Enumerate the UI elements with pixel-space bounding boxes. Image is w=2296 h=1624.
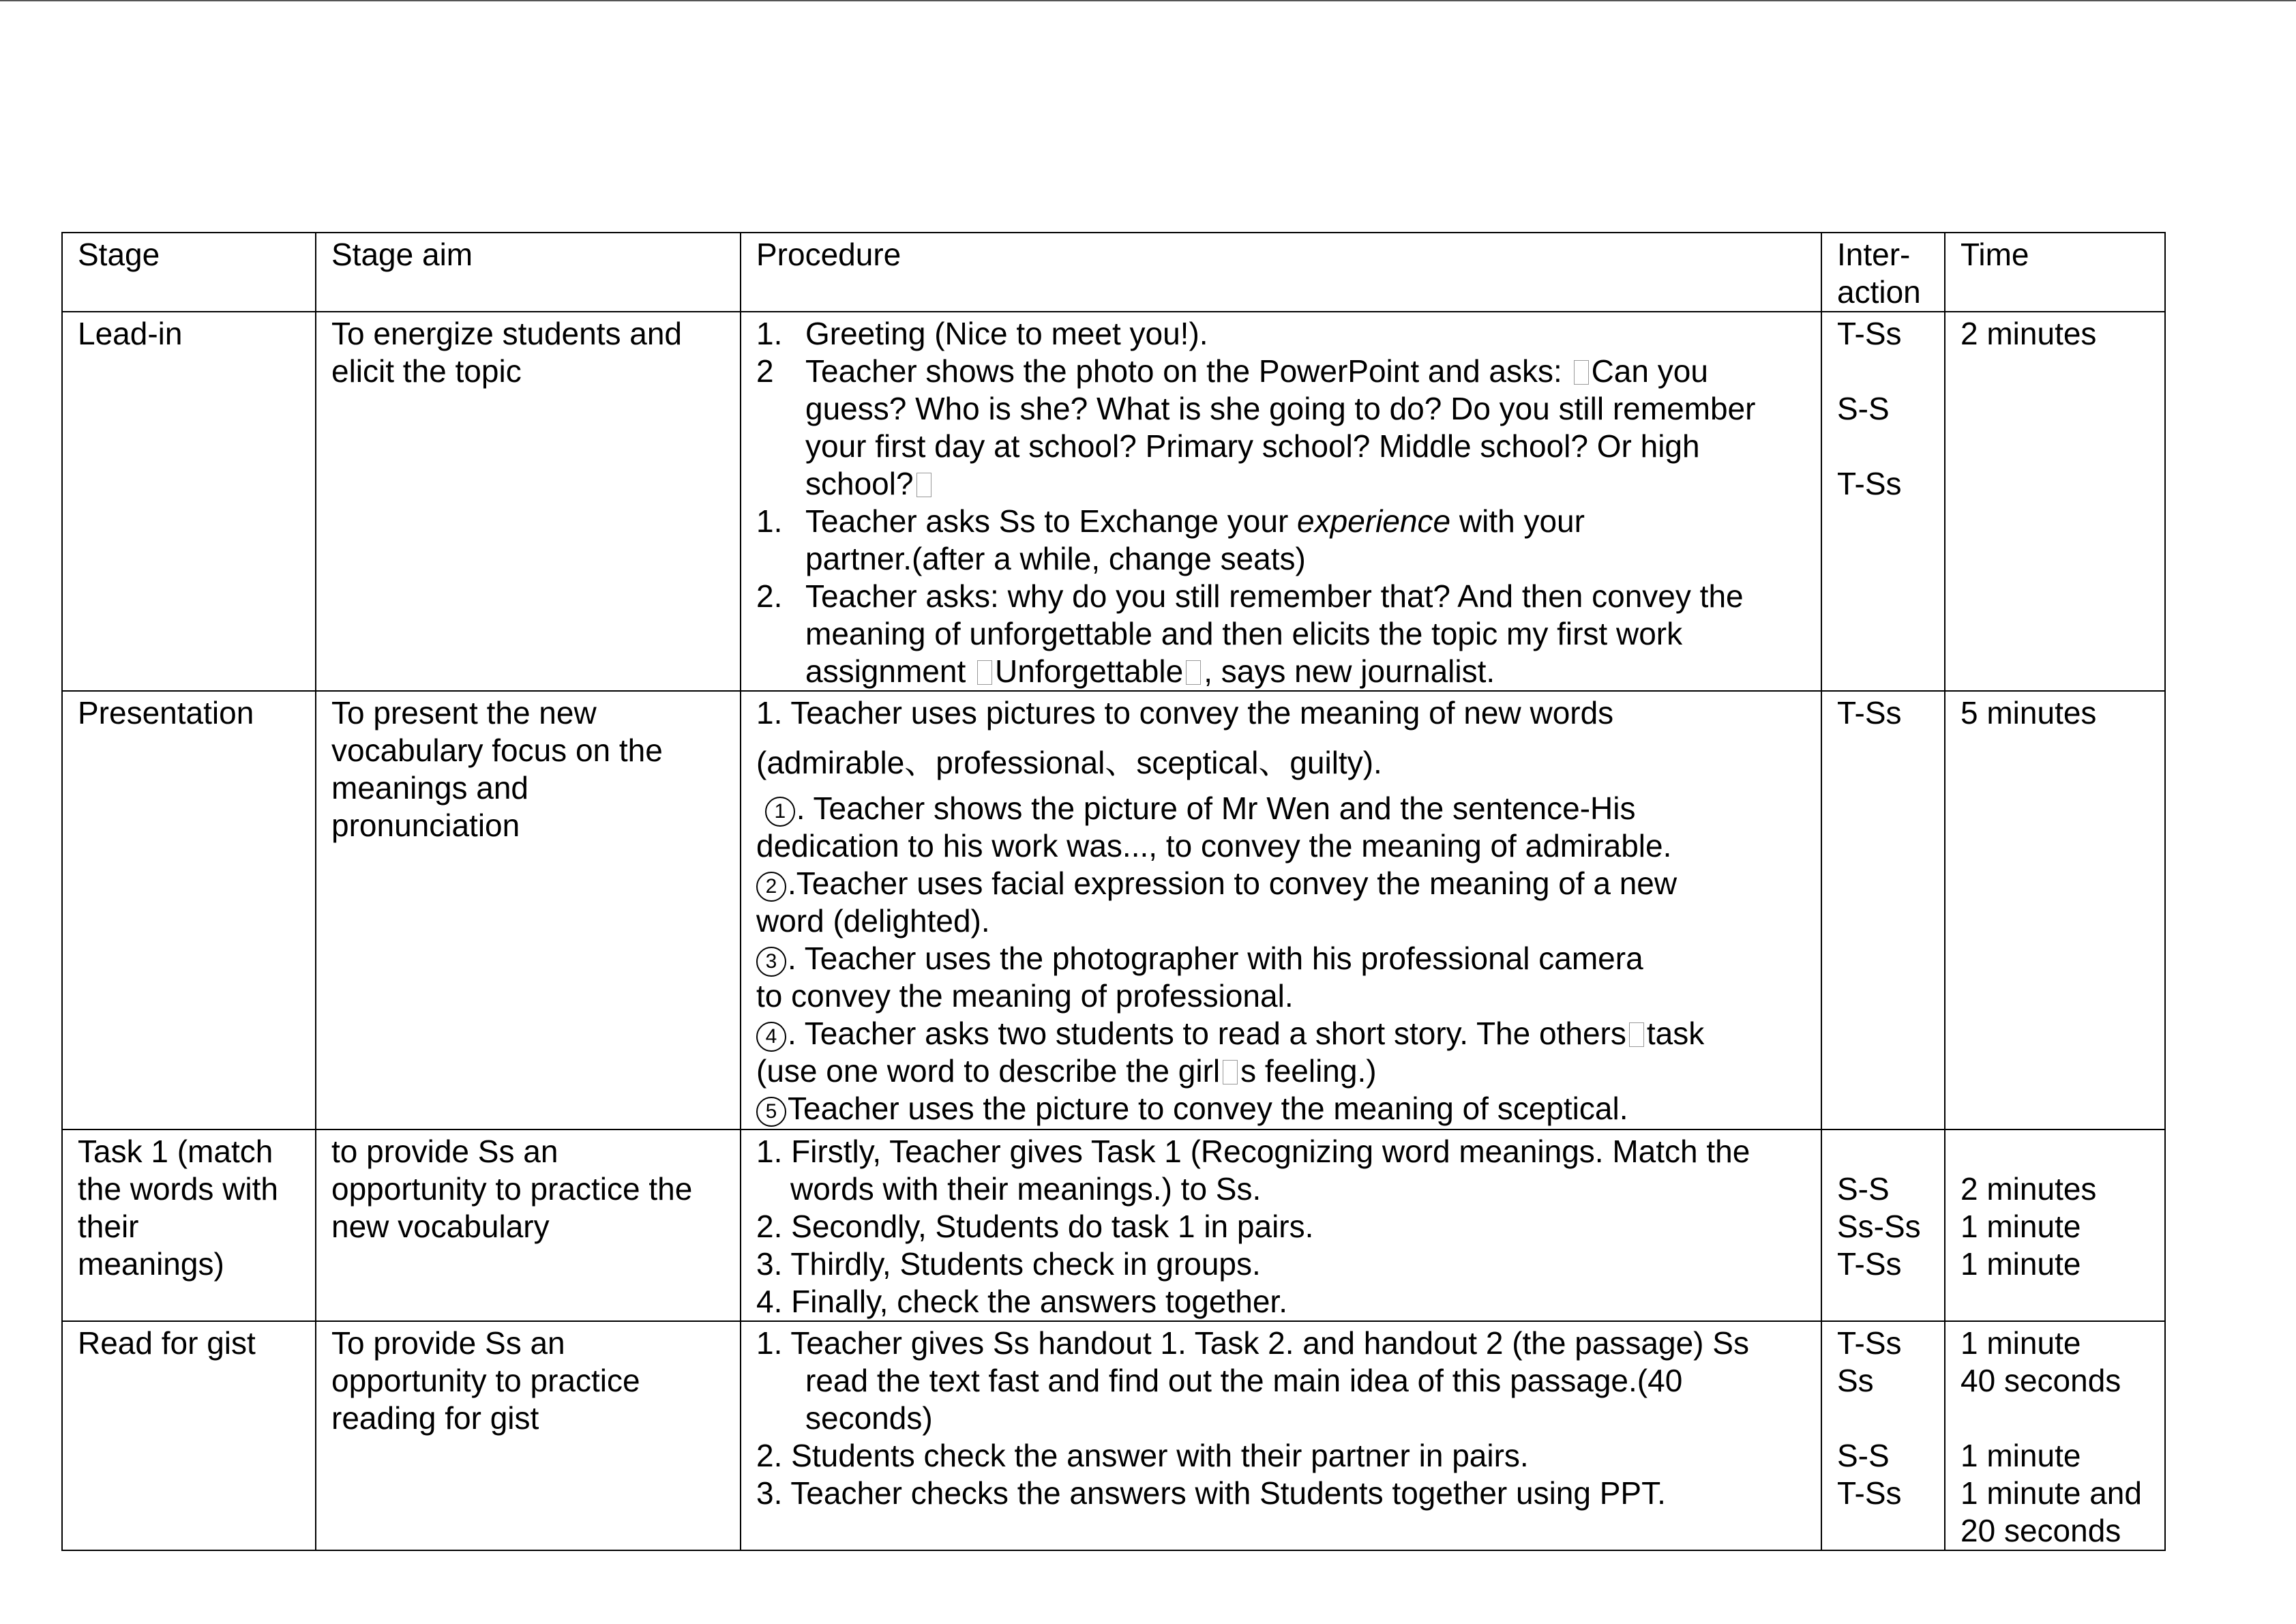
stage-cell: Task 1 (match the words with their meanings) <box>62 1130 316 1321</box>
stage-cell: Read for gist <box>62 1321 316 1550</box>
header-time: Time <box>1945 233 2165 312</box>
circled-number-1: 1 <box>765 797 795 827</box>
stage-aim-cell: To present the new vocabulary focus on the meanings and pronunciation <box>316 691 741 1130</box>
procedure-cell: 1. Greeting (Nice to meet you!). 2 Teacher shows the photo on the PowerPoint and asks: Can you guess? Who is she? What is she going to do? Do you still remember your first day at school? Primary school? Middle school? Or high school? 1. Teacher asks Ss to Exchange your experience with your partner.(after a while, change seats) 2. Teacher asks: why do you still remember that? And then convey the meaning of unforgettable and then elicits the topic my first work assignment Unforgettable , says new journalist. <box>741 312 1821 691</box>
missing-glyph-box <box>1574 360 1589 385</box>
header-stage: Stage <box>62 233 316 312</box>
procedure-cell: 1. Teacher uses pictures to convey the meaning of new words (admirable、professional、sceptical、guilty). 1 . Teacher shows the picture of Mr Wen and the sentence-His dedication to his work was..., to convey the meaning of admirable. 2 .Teacher uses facial expression to convey the meaning of a new word (delighted). 3 . Teacher uses the photographer with his professional camera to convey the meaning of professional. 4 . Teacher asks two students to read a short story. The others task (use one word to describe the girl s feeling.) 5 Teacher uses the picture to convey the meaning of sceptical. <box>741 691 1821 1130</box>
interaction-cell: T-Ss S-S T-Ss <box>1821 312 1945 691</box>
procedure-step: 2 Teacher shows the photo on the PowerPoint and asks: Can you <box>756 353 1708 389</box>
stage-aim-cell: To energize students and elicit the topic <box>316 312 741 691</box>
stage-aim-cell: To provide Ss an opportunity to practice reading for gist <box>316 1321 741 1550</box>
header-row <box>62 233 2165 312</box>
circled-number-2: 2 <box>756 872 786 902</box>
interaction-cell: T-Ss Ss S-S T-Ss <box>1821 1321 1945 1550</box>
lesson-plan-table <box>61 232 2166 1551</box>
time-cell: 2 minutes 1 minute 1 minute <box>1945 1130 2165 1321</box>
time-cell: 1 minute 40 seconds 1 minute 1 minute and 20 seconds <box>1945 1321 2165 1550</box>
missing-glyph-box <box>1223 1060 1238 1084</box>
table-row-read-for-gist <box>62 1321 2165 1550</box>
missing-glyph-box <box>1186 660 1201 685</box>
header-interaction: Inter- action <box>1821 233 1945 312</box>
table-row-task-1 <box>62 1130 2165 1321</box>
interaction-cell: T-Ss <box>1821 691 1945 1130</box>
procedure-step: 1. Greeting (Nice to meet you!). <box>756 316 1208 351</box>
missing-glyph-box <box>977 660 992 685</box>
time-cell: 5 minutes <box>1945 691 2165 1130</box>
missing-glyph-box <box>916 473 931 497</box>
circled-number-3: 3 <box>756 947 786 977</box>
time-cell: 2 minutes <box>1945 312 2165 691</box>
circled-number-4: 4 <box>756 1022 786 1052</box>
header-procedure: Procedure <box>741 233 1821 312</box>
missing-glyph-box <box>1629 1022 1644 1047</box>
header-stage-aim: Stage aim <box>316 233 741 312</box>
procedure-cell: 1. Firstly, Teacher gives Task 1 (Recognizing word meanings. Match the words with their meanings.) to Ss. 2. Secondly, Students do task 1 in pairs. 3. Thirdly, Students check in groups. 4. Finally, check the answers together. <box>741 1130 1821 1321</box>
procedure-cell: 1. Teacher gives Ss handout 1. Task 2. and handout 2 (the passage) Ss read the text fast and find out the main idea of this passage.(40 seconds) 2. Students check the answer with their partner in pairs. 3. Teacher checks the answers with Students together using PPT. <box>741 1321 1821 1550</box>
circled-number-5: 5 <box>756 1097 786 1127</box>
stage-aim-cell: to provide Ss an opportunity to practice the new vocabulary <box>316 1130 741 1321</box>
stage-cell: Lead-in <box>62 312 316 691</box>
table-row-presentation <box>62 691 2165 1130</box>
procedure-step: 2. Teacher asks: why do you still remember that? And then convey the <box>756 578 1744 614</box>
procedure-step: 1. Teacher asks Ss to Exchange your experience with your <box>756 503 1585 539</box>
stage-cell: Presentation <box>62 691 316 1130</box>
table-row-lead-in <box>62 312 2165 691</box>
interaction-cell: S-S Ss-Ss T-Ss <box>1821 1130 1945 1321</box>
